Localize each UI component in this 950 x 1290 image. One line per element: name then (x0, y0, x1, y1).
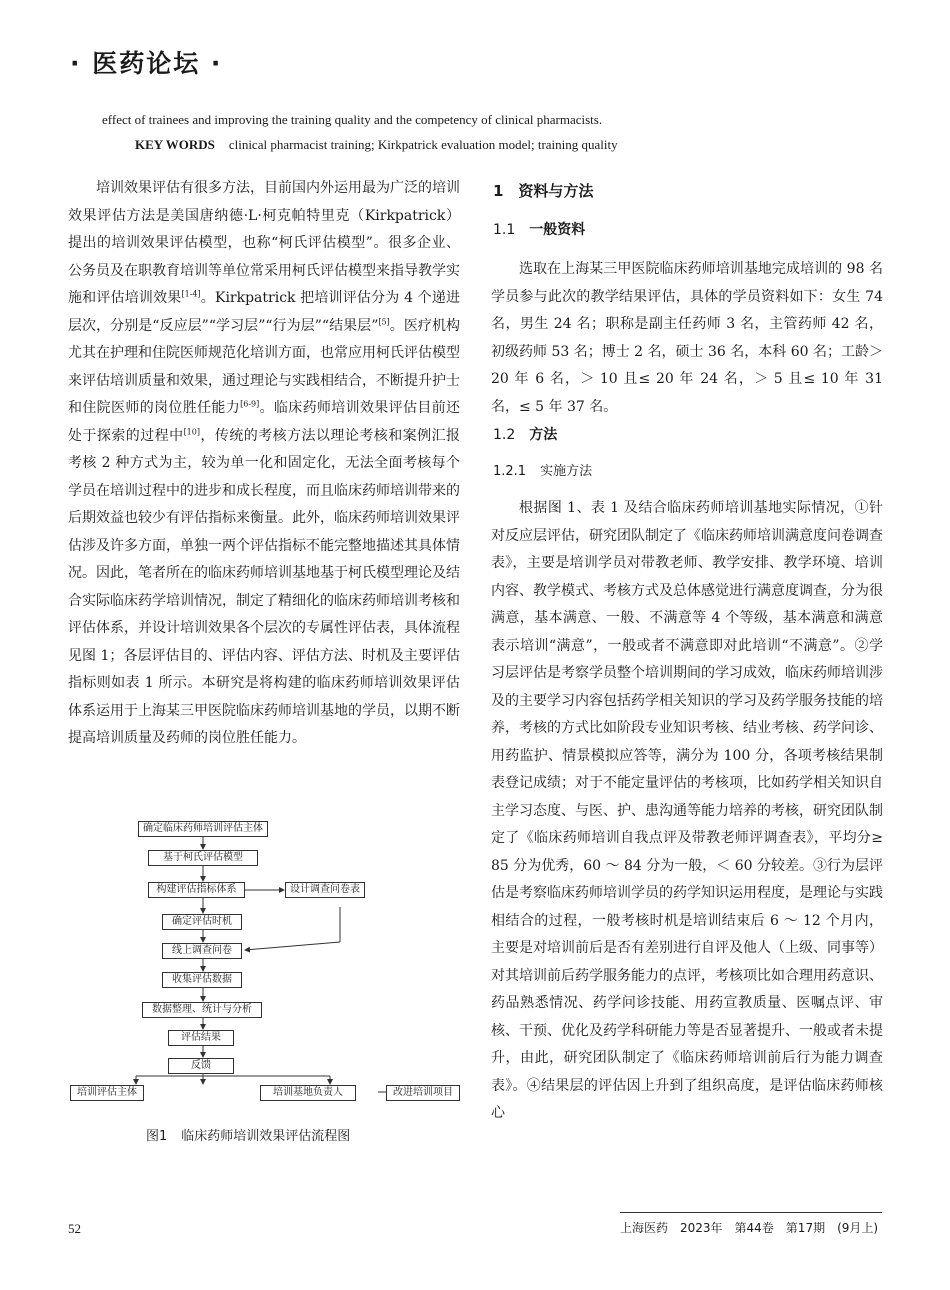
keywords-text: clinical pharmacist training; Kirkpatrick evaluation model; training quality (228, 137, 618, 152)
methods-paragraph: 根据图 1、表 1 及结合临床药师培训基地实际情况，①针对反应层评估，研究团队制定了《临床药师培训满意度问卷调查表》，主要是培训学员对带教老师、教学安排、教学环境、培训内容、教学模式、考核方式及总体感觉进行满意度调查，分为很满意，基本满意、一般、不满意等 4 个等级，基本满意和满意表示培训“满意”，一般或者不满意即对此培训“不满意”。②学习层评估是考察学员整个培训期间的学习成效，临床药师培训涉及的主要学习内容包括药学相关知识的学习及药学服务技能的培养，考核的方式比如阶段专业知识考核、结业考核、药学问诊、用药监护、情景模拟应答等，满分为 100 分，各项考核结果制表登记成绩；对于不能定量评估的考核项，比如药学相关知识自主学习态度、与医、护、患沟通等能力培养的考核，研究团队制定了《临床药师培训自我点评及带教老师评调查表》，平均分≥ 85 分为优秀，60 ～ 84 分为一般，＜ 60 分较差。③行为层评估是考察临床药师培训学员的药学知识运用程度，是理论与实践相结合的过程，一般考核时机是培训结束后 6 ～ 12 个月内，主要是对培训前后是否有差别进行自评及他人（上级、同事等）对其培训前后药学服务能力的点评，考核项比如合理用药意识、药品熟悉情况、药学问诊技能、用药宣教质量、医嘱点评、审核、干预、优化及药学科研能力等是否显著提升、一般或者未提升，由此，研究团队制定了《临床药师培训前后行为能力调查表》。④结果层的评估因上升到了组织高度，是评估临床药师核心 (491, 500, 883, 1121)
right-column (491, 256, 883, 421)
abstract-tail: effect of trainees and improving the training quality and the competency of clinical pharmacists. (102, 112, 603, 127)
citation: [5] (378, 316, 390, 326)
subsection-heading-1-2: 1.2 方法 (493, 427, 558, 443)
flow-box-analysis: 数据整理、统计与分析 (142, 1002, 262, 1018)
right-column-methods (491, 495, 883, 1128)
footer-rule (620, 1212, 882, 1213)
keywords (135, 137, 618, 153)
general-data-paragraph: 选取在上海某三甲医院临床药师培训基地完成培训的 98 名学员参与此次的教学结果评估，具体的学员资料如下：女生 74 名，男生 24 名；职称是副主任药师 3 名，主管药师 42 名，初级药师 53 名；博士 2 名，硕士 36 名，本科 60 名；工龄＞ 20 年 6 名，＞ 10 且≤ 20 年 24 名，＞ 5 且≤ 10 年 31 名，≤ 5 年 37 名。 (491, 261, 883, 415)
journal-info: 上海医药 2023年 第44卷 第17期 (9月上) (620, 1221, 879, 1235)
citation: [1-4] (181, 289, 201, 299)
flow-box-base-leader: 培训基地负责人 (260, 1085, 356, 1101)
section-header: · 医药论坛 · (70, 49, 223, 78)
left-column (68, 175, 460, 753)
citation: [6-9] (240, 399, 260, 409)
flow-box-feedback: 反馈 (168, 1058, 234, 1074)
flowchart-figure (60, 812, 470, 1112)
flow-box-kirkpatrick-model: 基于柯氏评估模型 (148, 850, 258, 866)
keywords-label: KEY WORDS (135, 137, 215, 152)
flow-box-design-questionnaire: 设计调查问卷表 (285, 882, 365, 898)
flow-box-define-subject: 确定临床药师培训评估主体 (138, 821, 268, 837)
flow-box-result: 评估结果 (168, 1030, 234, 1046)
section-heading-1: 1 资料与方法 (493, 182, 594, 200)
citation: [10] (183, 426, 200, 436)
flow-box-collect-data: 收集评估数据 (162, 972, 242, 988)
intro-paragraph: 培训效果评估有很多方法，目前国内外运用最为广泛的培训效果评估方法是美国唐纳德·L·柯克帕特里克（Kirkpatrick）提出的培训效果评估模型，也称“柯氏评估模型”。很多企业、公务员及在职教育培训等单位常采用柯氏评估模型来指导教学实施和评估培训效果[1-4]。Kirkpatrick 把培训评估分为 4 个递进层次，分别是“反应层”“学习层”“行为层”“结果层”[5]。医疗机构尤其在护理和住院医师规范化培训方面，也常应用柯氏评估模型来评估培训质量和效果，通过理论与实践相结合，不断提升护士和住院医师的岗位胜任能力[6-9]。临床药师培训效果评估目前还处于探索的过程中[10]，传统的考核方法以理论考核和案例汇报考核 2 种方式为主，较为单一化和固定化，无法全面考核每个学员在培训过程中的进步和成长程度，而且临床药师培训带来的后期效益也较少有评估指标来衡量。此外，临床药师培训效果评估涉及许多方面，单独一两个评估指标不能完整地描述其具体情况。因此，笔者所在的临床药师培训基地基于柯氏模型理论及结合实际临床药学培训情况，制定了精细化的临床药师培训考核和评估体系，并设计培训效果各个层次的专属性评估表，具体流程见图 1；各层评估目的、评估内容、评估方法、时机及主要评估指标则如表 1 所示。本研究是将构建的临床药师培训效果评估体系运用于上海某三甲医院临床药师培训基地的学员，以期不断提高培训质量及药师的岗位胜任能力。 (68, 180, 461, 746)
flow-box-build-index: 构建评估指标体系 (148, 882, 245, 898)
flow-box-online-survey: 线上调查问卷 (162, 943, 242, 959)
flow-box-training-subject: 培训评估主体 (70, 1085, 144, 1101)
flowchart-connectors (60, 812, 470, 1112)
subsection-heading-1-2-1: 1.2.1 实施方法 (493, 464, 593, 479)
subsection-heading-1-1: 1.1 一般资料 (493, 222, 586, 238)
figure-caption: 图1 临床药师培训效果评估流程图 (146, 1129, 351, 1144)
page-number: 52 (68, 1221, 81, 1236)
flow-box-improve-project: 改进培训项目 (386, 1085, 460, 1101)
flow-box-timing: 确定评估时机 (162, 914, 242, 930)
